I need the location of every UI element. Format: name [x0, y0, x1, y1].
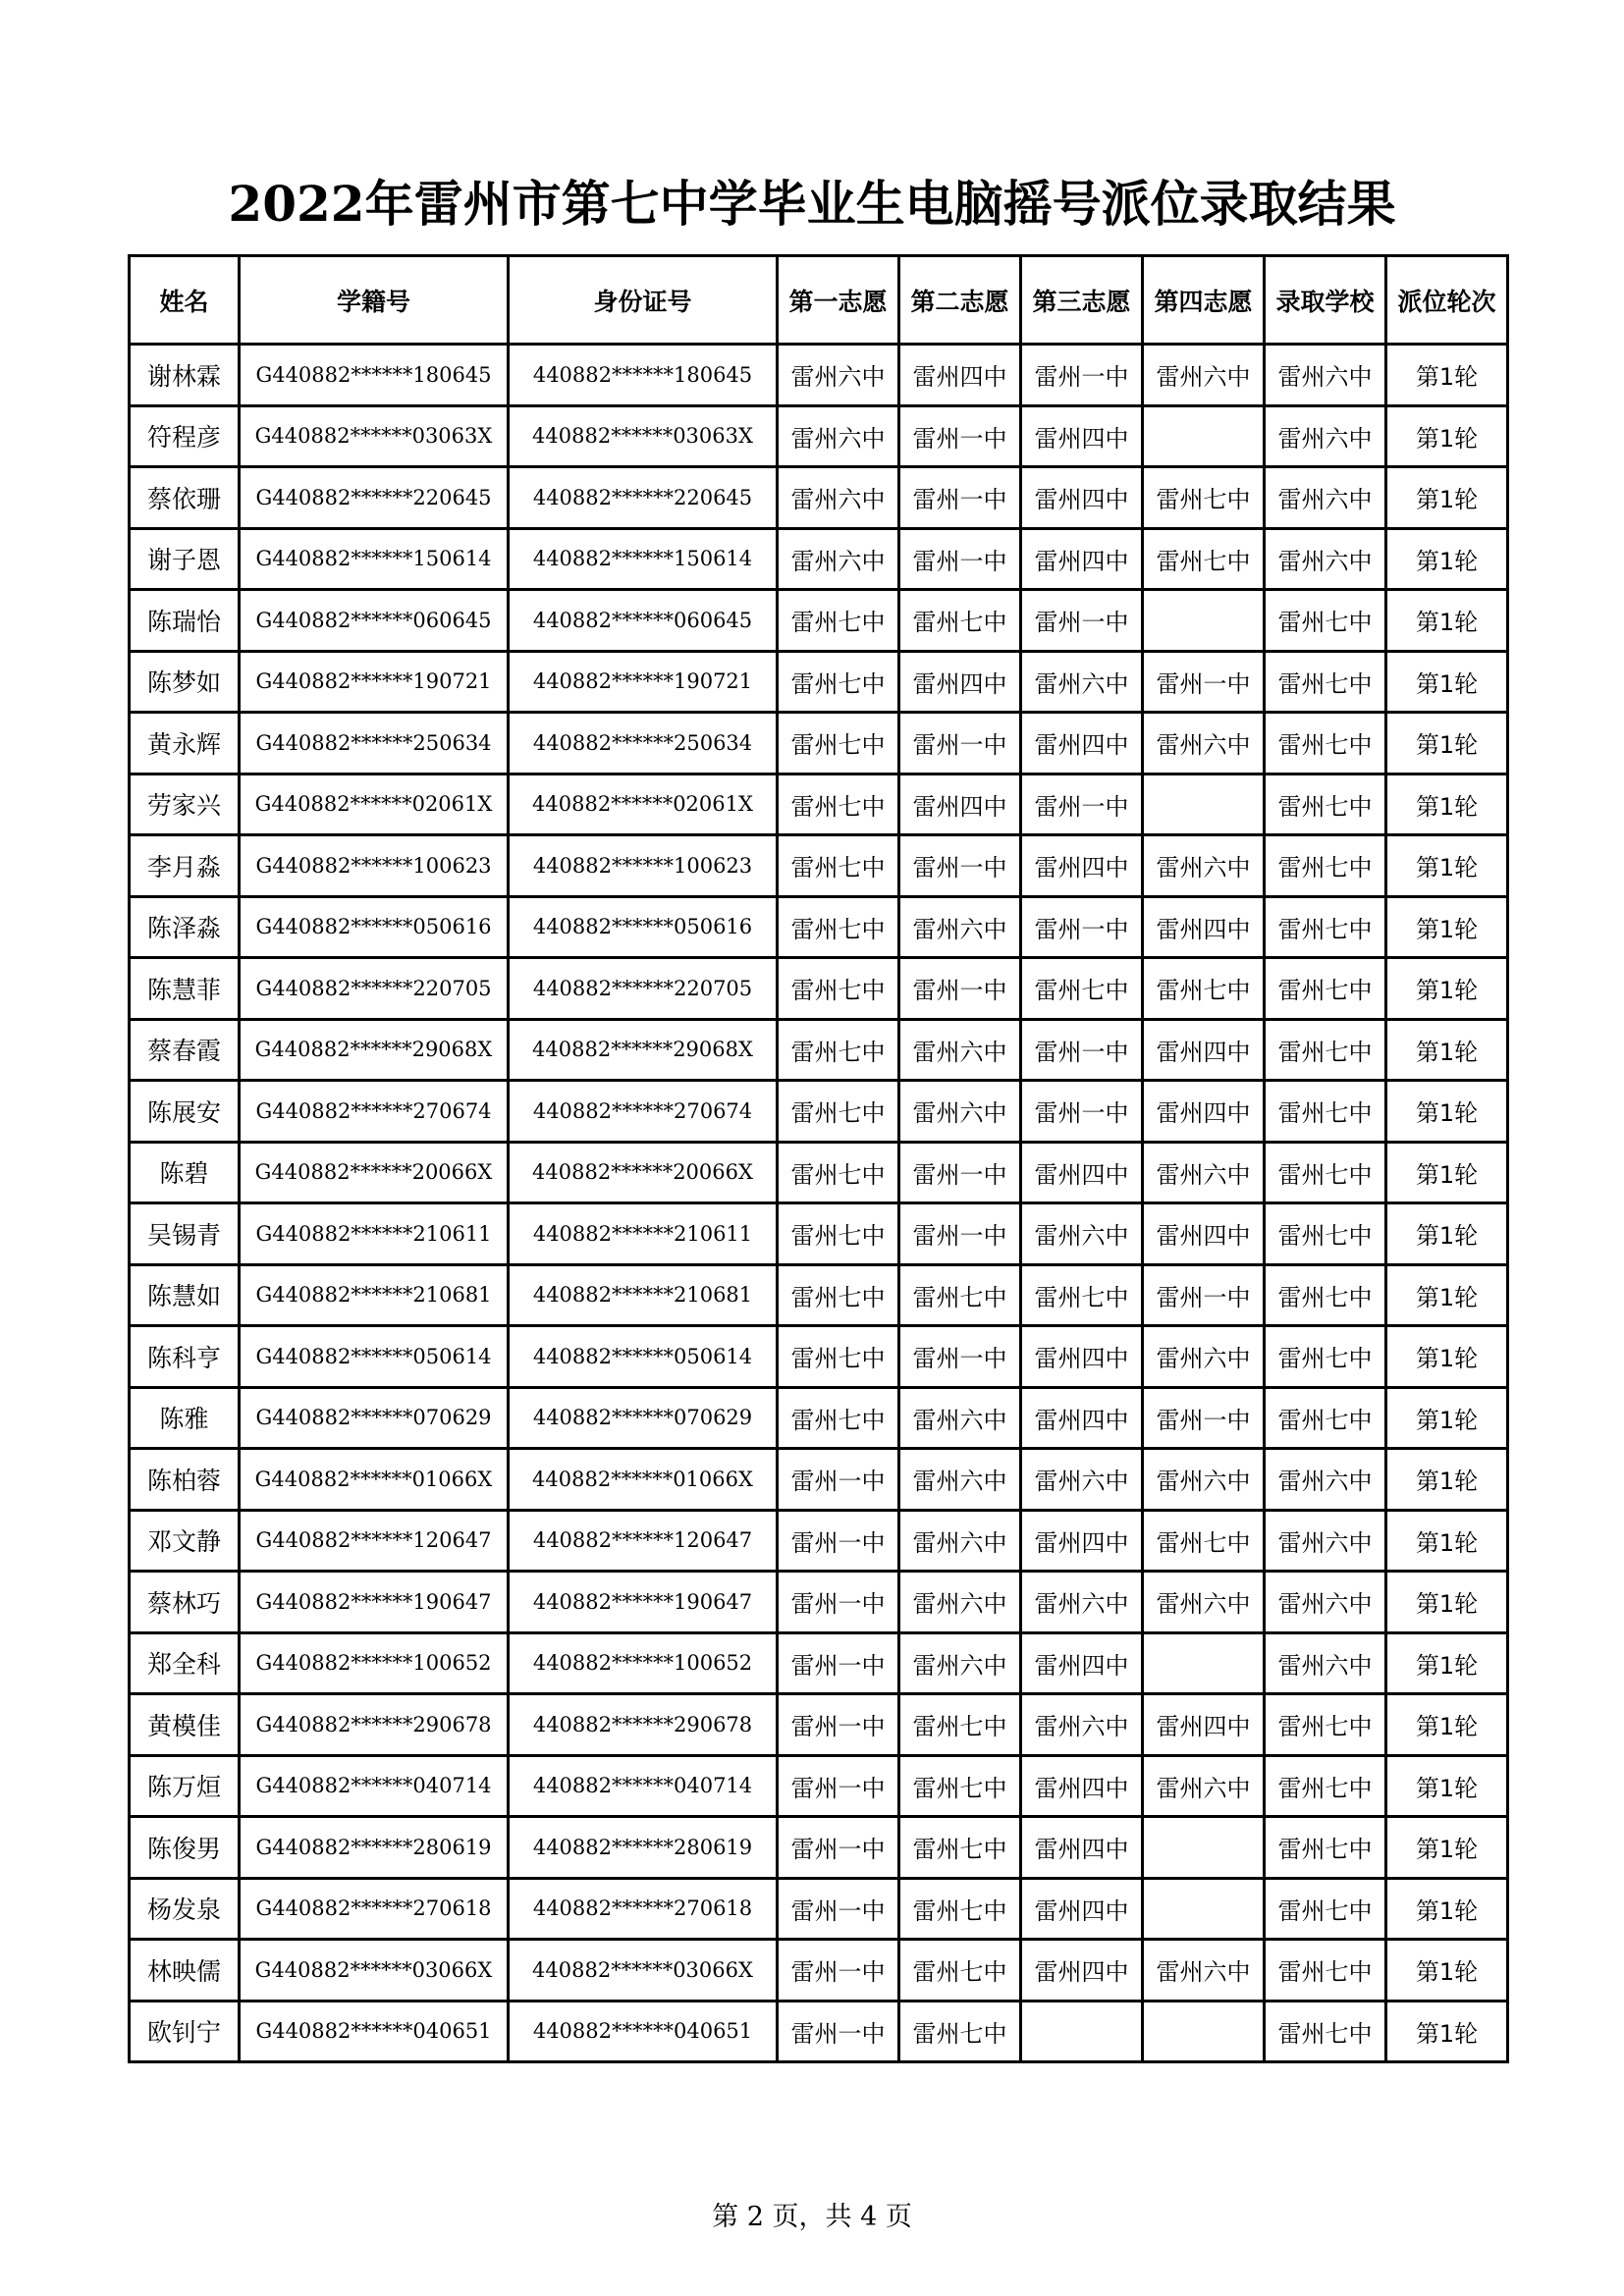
admitted-school-cell: 雷州七中 [1265, 651, 1386, 713]
choice-3-cell: 雷州四中 [1021, 405, 1143, 467]
choice-4-cell: 雷州六中 [1143, 835, 1265, 897]
admitted-school-cell: 雷州七中 [1265, 1203, 1386, 1265]
student-id-cell: G440882******290678 [240, 1694, 509, 1756]
round-cell: 第1轮 [1386, 1572, 1508, 1633]
student-id-cell: G440882******050614 [240, 1326, 509, 1388]
choice-3-cell: 雷州四中 [1021, 1632, 1143, 1694]
round-cell: 第1轮 [1386, 958, 1508, 1020]
id-number-cell: 440882******210611 [509, 1203, 778, 1265]
id-number-cell: 440882******210681 [509, 1264, 778, 1326]
student-id-cell: G440882******270674 [240, 1081, 509, 1143]
choice-4-cell: 雷州七中 [1143, 958, 1265, 1020]
table-row [130, 405, 1508, 467]
round-cell: 第1轮 [1386, 467, 1508, 529]
choice-4-cell: 雷州六中 [1143, 1755, 1265, 1817]
round-cell: 第1轮 [1386, 528, 1508, 590]
id-number-cell: 440882******040714 [509, 1755, 778, 1817]
id-number-cell: 440882******050614 [509, 1326, 778, 1388]
round-cell: 第1轮 [1386, 1878, 1508, 1940]
name-cell: 陈展安 [130, 1081, 240, 1143]
student-id-cell: G440882******060645 [240, 590, 509, 652]
col-header-choice-3: 第三志愿 [1021, 256, 1143, 345]
choice-3-cell: 雷州四中 [1021, 1755, 1143, 1817]
choice-2-cell: 雷州六中 [899, 1019, 1021, 1081]
choice-3-cell: 雷州一中 [1021, 590, 1143, 652]
table-row [130, 1755, 1508, 1817]
student-id-cell: G440882******220705 [240, 958, 509, 1020]
choice-2-cell: 雷州一中 [899, 467, 1021, 529]
choice-3-cell: 雷州六中 [1021, 1572, 1143, 1633]
table-row [130, 896, 1508, 958]
choice-1-cell: 雷州一中 [778, 1940, 899, 2002]
student-id-cell: G440882******01066X [240, 1449, 509, 1511]
choice-3-cell: 雷州四中 [1021, 1387, 1143, 1449]
round-cell: 第1轮 [1386, 590, 1508, 652]
choice-2-cell: 雷州六中 [899, 1510, 1021, 1572]
choice-1-cell: 雷州七中 [778, 774, 899, 835]
choice-4-cell [1143, 1632, 1265, 1694]
col-header-student-id: 学籍号 [240, 256, 509, 345]
id-number-cell: 440882******040651 [509, 2001, 778, 2062]
student-id-cell: G440882******100623 [240, 835, 509, 897]
student-id-cell: G440882******120647 [240, 1510, 509, 1572]
choice-1-cell: 雷州一中 [778, 1572, 899, 1633]
student-id-cell: G440882******02061X [240, 774, 509, 835]
admitted-school-cell: 雷州六中 [1265, 467, 1386, 529]
choice-1-cell: 雷州一中 [778, 2001, 899, 2062]
table-row [130, 1878, 1508, 1940]
student-id-cell: G440882******100652 [240, 1632, 509, 1694]
choice-2-cell: 雷州六中 [899, 1387, 1021, 1449]
id-number-cell: 440882******250634 [509, 713, 778, 774]
choice-1-cell: 雷州一中 [778, 1449, 899, 1511]
student-id-cell: G440882******210681 [240, 1264, 509, 1326]
table-row [130, 1142, 1508, 1203]
student-id-cell: G440882******180645 [240, 345, 509, 406]
choice-4-cell: 雷州四中 [1143, 1019, 1265, 1081]
choice-2-cell: 雷州七中 [899, 2001, 1021, 2062]
admitted-school-cell: 雷州七中 [1265, 2001, 1386, 2062]
admitted-school-cell: 雷州七中 [1265, 713, 1386, 774]
admitted-school-cell: 雷州七中 [1265, 1081, 1386, 1143]
name-cell: 陈雅 [130, 1387, 240, 1449]
choice-1-cell: 雷州七中 [778, 1387, 899, 1449]
page-title: 2022年雷州市第七中学毕业生电脑摇号派位录取结果 [228, 175, 1396, 233]
id-number-cell: 440882******02061X [509, 774, 778, 835]
name-cell: 符程彦 [130, 405, 240, 467]
choice-3-cell: 雷州四中 [1021, 1326, 1143, 1388]
round-cell: 第1轮 [1386, 1449, 1508, 1511]
name-cell: 谢林霖 [130, 345, 240, 406]
id-number-cell: 440882******290678 [509, 1694, 778, 1756]
table-row [130, 1632, 1508, 1694]
name-cell: 李月淼 [130, 835, 240, 897]
choice-2-cell: 雷州七中 [899, 590, 1021, 652]
choice-3-cell: 雷州四中 [1021, 835, 1143, 897]
admitted-school-cell: 雷州七中 [1265, 1694, 1386, 1756]
table-row [130, 1817, 1508, 1879]
admitted-school-cell: 雷州七中 [1265, 774, 1386, 835]
choice-1-cell: 雷州七中 [778, 1264, 899, 1326]
choice-3-cell: 雷州七中 [1021, 1264, 1143, 1326]
choice-2-cell: 雷州一中 [899, 713, 1021, 774]
choice-1-cell: 雷州六中 [778, 528, 899, 590]
choice-3-cell: 雷州一中 [1021, 1081, 1143, 1143]
choice-2-cell: 雷州七中 [899, 1264, 1021, 1326]
id-number-cell: 440882******29068X [509, 1019, 778, 1081]
admitted-school-cell: 雷州七中 [1265, 1878, 1386, 1940]
choice-2-cell: 雷州一中 [899, 1326, 1021, 1388]
col-header-choice-2: 第二志愿 [899, 256, 1021, 345]
table-row [130, 590, 1508, 652]
table-row [130, 1019, 1508, 1081]
choice-4-cell: 雷州六中 [1143, 1572, 1265, 1633]
id-number-cell: 440882******280619 [509, 1817, 778, 1879]
student-id-cell: G440882******150614 [240, 528, 509, 590]
choice-3-cell: 雷州四中 [1021, 1510, 1143, 1572]
id-number-cell: 440882******150614 [509, 528, 778, 590]
table-row [130, 713, 1508, 774]
col-header-id-number: 身份证号 [509, 256, 778, 345]
choice-4-cell: 雷州七中 [1143, 1510, 1265, 1572]
choice-4-cell: 雷州六中 [1143, 713, 1265, 774]
id-number-cell: 440882******050616 [509, 896, 778, 958]
name-cell: 劳家兴 [130, 774, 240, 835]
table-row [130, 1387, 1508, 1449]
round-cell: 第1轮 [1386, 2001, 1508, 2062]
choice-4-cell: 雷州一中 [1143, 1264, 1265, 1326]
choice-1-cell: 雷州一中 [778, 1632, 899, 1694]
choice-4-cell: 雷州六中 [1143, 1142, 1265, 1203]
name-cell: 吴锡青 [130, 1203, 240, 1265]
choice-1-cell: 雷州七中 [778, 1081, 899, 1143]
table-row [130, 651, 1508, 713]
name-cell: 陈万烜 [130, 1755, 240, 1817]
student-id-cell: G440882******220645 [240, 467, 509, 529]
choice-1-cell: 雷州六中 [778, 467, 899, 529]
choice-2-cell: 雷州七中 [899, 1755, 1021, 1817]
id-number-cell: 440882******220645 [509, 467, 778, 529]
choice-2-cell: 雷州四中 [899, 345, 1021, 406]
name-cell: 蔡林巧 [130, 1572, 240, 1633]
choice-1-cell: 雷州一中 [778, 1694, 899, 1756]
choice-2-cell: 雷州六中 [899, 1572, 1021, 1633]
student-id-cell: G440882******190721 [240, 651, 509, 713]
admitted-school-cell: 雷州七中 [1265, 590, 1386, 652]
table-body [130, 345, 1508, 2062]
round-cell: 第1轮 [1386, 651, 1508, 713]
admitted-school-cell: 雷州六中 [1265, 1449, 1386, 1511]
id-number-cell: 440882******20066X [509, 1142, 778, 1203]
choice-2-cell: 雷州七中 [899, 1694, 1021, 1756]
choice-2-cell: 雷州一中 [899, 1142, 1021, 1203]
choice-1-cell: 雷州七中 [778, 713, 899, 774]
id-number-cell: 440882******100652 [509, 1632, 778, 1694]
choice-2-cell: 雷州一中 [899, 1203, 1021, 1265]
choice-2-cell: 雷州七中 [899, 1817, 1021, 1879]
student-id-cell: G440882******20066X [240, 1142, 509, 1203]
choice-4-cell: 雷州四中 [1143, 1694, 1265, 1756]
round-cell: 第1轮 [1386, 1203, 1508, 1265]
round-cell: 第1轮 [1386, 1694, 1508, 1756]
choice-3-cell: 雷州六中 [1021, 1449, 1143, 1511]
header-row [130, 256, 1508, 345]
round-cell: 第1轮 [1386, 1326, 1508, 1388]
table-row [130, 1264, 1508, 1326]
name-cell: 欧钊宁 [130, 2001, 240, 2062]
student-id-cell: G440882******070629 [240, 1387, 509, 1449]
id-number-cell: 440882******190647 [509, 1572, 778, 1633]
choice-1-cell: 雷州一中 [778, 1510, 899, 1572]
admitted-school-cell: 雷州六中 [1265, 528, 1386, 590]
choice-2-cell: 雷州一中 [899, 405, 1021, 467]
choice-4-cell: 雷州六中 [1143, 1449, 1265, 1511]
round-cell: 第1轮 [1386, 713, 1508, 774]
student-id-cell: G440882******270618 [240, 1878, 509, 1940]
round-cell: 第1轮 [1386, 1632, 1508, 1694]
table-row [130, 2001, 1508, 2062]
choice-2-cell: 雷州一中 [899, 835, 1021, 897]
name-cell: 陈瑞怡 [130, 590, 240, 652]
table-row [130, 1081, 1508, 1143]
round-cell: 第1轮 [1386, 1817, 1508, 1879]
admitted-school-cell: 雷州七中 [1265, 1019, 1386, 1081]
choice-3-cell: 雷州四中 [1021, 467, 1143, 529]
name-cell: 郑全科 [130, 1632, 240, 1694]
name-cell: 杨发泉 [130, 1878, 240, 1940]
name-cell: 黄永辉 [130, 713, 240, 774]
round-cell: 第1轮 [1386, 1264, 1508, 1326]
table-row [130, 467, 1508, 529]
choice-1-cell: 雷州七中 [778, 651, 899, 713]
id-number-cell: 440882******100623 [509, 835, 778, 897]
choice-4-cell [1143, 590, 1265, 652]
col-header-name: 姓名 [130, 256, 240, 345]
admitted-school-cell: 雷州七中 [1265, 835, 1386, 897]
choice-4-cell: 雷州六中 [1143, 1940, 1265, 2002]
choice-4-cell: 雷州七中 [1143, 528, 1265, 590]
admitted-school-cell: 雷州六中 [1265, 1510, 1386, 1572]
choice-4-cell [1143, 1817, 1265, 1879]
student-id-cell: G440882******040651 [240, 2001, 509, 2062]
student-id-cell: G440882******050616 [240, 896, 509, 958]
choice-1-cell: 雷州一中 [778, 1755, 899, 1817]
choice-1-cell: 雷州七中 [778, 590, 899, 652]
admitted-school-cell: 雷州六中 [1265, 1632, 1386, 1694]
choice-4-cell: 雷州六中 [1143, 1326, 1265, 1388]
name-cell: 陈泽淼 [130, 896, 240, 958]
choice-2-cell: 雷州六中 [899, 896, 1021, 958]
table-row [130, 1572, 1508, 1633]
choice-4-cell [1143, 2001, 1265, 2062]
choice-1-cell: 雷州七中 [778, 1142, 899, 1203]
admitted-school-cell: 雷州七中 [1265, 1940, 1386, 2002]
name-cell: 陈柏蓉 [130, 1449, 240, 1511]
admitted-school-cell: 雷州六中 [1265, 345, 1386, 406]
table-row [130, 345, 1508, 406]
table-row [130, 1203, 1508, 1265]
id-number-cell: 440882******190721 [509, 651, 778, 713]
table-row [130, 1694, 1508, 1756]
admitted-school-cell: 雷州七中 [1265, 1326, 1386, 1388]
round-cell: 第1轮 [1386, 1387, 1508, 1449]
round-cell: 第1轮 [1386, 345, 1508, 406]
choice-2-cell: 雷州六中 [899, 1449, 1021, 1511]
choice-3-cell: 雷州一中 [1021, 774, 1143, 835]
name-cell: 陈科亨 [130, 1326, 240, 1388]
table-row [130, 958, 1508, 1020]
choice-3-cell: 雷州六中 [1021, 1203, 1143, 1265]
choice-4-cell: 雷州四中 [1143, 1081, 1265, 1143]
choice-1-cell: 雷州一中 [778, 1817, 899, 1879]
choice-2-cell: 雷州一中 [899, 528, 1021, 590]
admitted-school-cell: 雷州七中 [1265, 1264, 1386, 1326]
choice-2-cell: 雷州六中 [899, 1632, 1021, 1694]
name-cell: 邓文静 [130, 1510, 240, 1572]
id-number-cell: 440882******03066X [509, 1940, 778, 2002]
choice-4-cell [1143, 774, 1265, 835]
choice-3-cell [1021, 2001, 1143, 2062]
id-number-cell: 440882******070629 [509, 1387, 778, 1449]
choice-1-cell: 雷州七中 [778, 1019, 899, 1081]
student-id-cell: G440882******250634 [240, 713, 509, 774]
choice-4-cell [1143, 1878, 1265, 1940]
student-id-cell: G440882******040714 [240, 1755, 509, 1817]
results-table [128, 254, 1509, 2063]
round-cell: 第1轮 [1386, 835, 1508, 897]
choice-4-cell: 雷州七中 [1143, 467, 1265, 529]
student-id-cell: G440882******190647 [240, 1572, 509, 1633]
choice-3-cell: 雷州四中 [1021, 1878, 1143, 1940]
id-number-cell: 440882******120647 [509, 1510, 778, 1572]
name-cell: 黄模佳 [130, 1694, 240, 1756]
round-cell: 第1轮 [1386, 774, 1508, 835]
round-cell: 第1轮 [1386, 1142, 1508, 1203]
table-row [130, 1510, 1508, 1572]
table-row [130, 774, 1508, 835]
choice-3-cell: 雷州一中 [1021, 896, 1143, 958]
choice-1-cell: 雷州七中 [778, 1326, 899, 1388]
choice-4-cell: 雷州四中 [1143, 896, 1265, 958]
choice-2-cell: 雷州一中 [899, 958, 1021, 1020]
choice-1-cell: 雷州七中 [778, 835, 899, 897]
choice-2-cell: 雷州六中 [899, 1081, 1021, 1143]
choice-3-cell: 雷州七中 [1021, 958, 1143, 1020]
choice-1-cell: 雷州一中 [778, 1878, 899, 1940]
choice-4-cell: 雷州一中 [1143, 1387, 1265, 1449]
choice-4-cell: 雷州一中 [1143, 651, 1265, 713]
round-cell: 第1轮 [1386, 896, 1508, 958]
table-row [130, 1449, 1508, 1511]
choice-2-cell: 雷州四中 [899, 774, 1021, 835]
id-number-cell: 440882******03063X [509, 405, 778, 467]
choice-1-cell: 雷州七中 [778, 1203, 899, 1265]
round-cell: 第1轮 [1386, 1940, 1508, 2002]
table-row [130, 1326, 1508, 1388]
id-number-cell: 440882******220705 [509, 958, 778, 1020]
admitted-school-cell: 雷州七中 [1265, 1387, 1386, 1449]
round-cell: 第1轮 [1386, 1755, 1508, 1817]
round-cell: 第1轮 [1386, 405, 1508, 467]
col-header-choice-4: 第四志愿 [1143, 256, 1265, 345]
col-header-admitted-school: 录取学校 [1265, 256, 1386, 345]
name-cell: 蔡春霞 [130, 1019, 240, 1081]
choice-2-cell: 雷州七中 [899, 1878, 1021, 1940]
table-row [130, 528, 1508, 590]
admitted-school-cell: 雷州七中 [1265, 958, 1386, 1020]
round-cell: 第1轮 [1386, 1510, 1508, 1572]
col-header-round: 派位轮次 [1386, 256, 1508, 345]
student-id-cell: G440882******210611 [240, 1203, 509, 1265]
name-cell: 陈慧菲 [130, 958, 240, 1020]
choice-4-cell [1143, 405, 1265, 467]
name-cell: 林映儒 [130, 1940, 240, 2002]
round-cell: 第1轮 [1386, 1081, 1508, 1143]
choice-3-cell: 雷州四中 [1021, 528, 1143, 590]
choice-1-cell: 雷州七中 [778, 896, 899, 958]
choice-3-cell: 雷州四中 [1021, 713, 1143, 774]
choice-3-cell: 雷州四中 [1021, 1940, 1143, 2002]
choice-1-cell: 雷州六中 [778, 345, 899, 406]
id-number-cell: 440882******270674 [509, 1081, 778, 1143]
admitted-school-cell: 雷州七中 [1265, 1817, 1386, 1879]
id-number-cell: 440882******060645 [509, 590, 778, 652]
admitted-school-cell: 雷州六中 [1265, 405, 1386, 467]
name-cell: 谢子恩 [130, 528, 240, 590]
table-row [130, 1940, 1508, 2002]
student-id-cell: G440882******280619 [240, 1817, 509, 1879]
choice-4-cell: 雷州四中 [1143, 1203, 1265, 1265]
admitted-school-cell: 雷州七中 [1265, 896, 1386, 958]
id-number-cell: 440882******180645 [509, 345, 778, 406]
id-number-cell: 440882******270618 [509, 1878, 778, 1940]
table-row [130, 835, 1508, 897]
name-cell: 陈梦如 [130, 651, 240, 713]
name-cell: 陈慧如 [130, 1264, 240, 1326]
admitted-school-cell: 雷州六中 [1265, 1572, 1386, 1633]
choice-2-cell: 雷州四中 [899, 651, 1021, 713]
round-cell: 第1轮 [1386, 1019, 1508, 1081]
page-footer: 第 2 页，共 4 页 [712, 2202, 912, 2232]
student-id-cell: G440882******03066X [240, 1940, 509, 2002]
choice-4-cell: 雷州六中 [1143, 345, 1265, 406]
choice-2-cell: 雷州七中 [899, 1940, 1021, 2002]
name-cell: 陈俊男 [130, 1817, 240, 1879]
choice-3-cell: 雷州一中 [1021, 345, 1143, 406]
name-cell: 蔡依珊 [130, 467, 240, 529]
choice-1-cell: 雷州七中 [778, 958, 899, 1020]
col-header-choice-1: 第一志愿 [778, 256, 899, 345]
student-id-cell: G440882******29068X [240, 1019, 509, 1081]
choice-3-cell: 雷州四中 [1021, 1142, 1143, 1203]
name-cell: 陈碧 [130, 1142, 240, 1203]
admitted-school-cell: 雷州七中 [1265, 1755, 1386, 1817]
admitted-school-cell: 雷州七中 [1265, 1142, 1386, 1203]
choice-1-cell: 雷州六中 [778, 405, 899, 467]
choice-3-cell: 雷州四中 [1021, 1817, 1143, 1879]
choice-3-cell: 雷州六中 [1021, 1694, 1143, 1756]
choice-3-cell: 雷州一中 [1021, 1019, 1143, 1081]
student-id-cell: G440882******03063X [240, 405, 509, 467]
choice-3-cell: 雷州六中 [1021, 651, 1143, 713]
id-number-cell: 440882******01066X [509, 1449, 778, 1511]
